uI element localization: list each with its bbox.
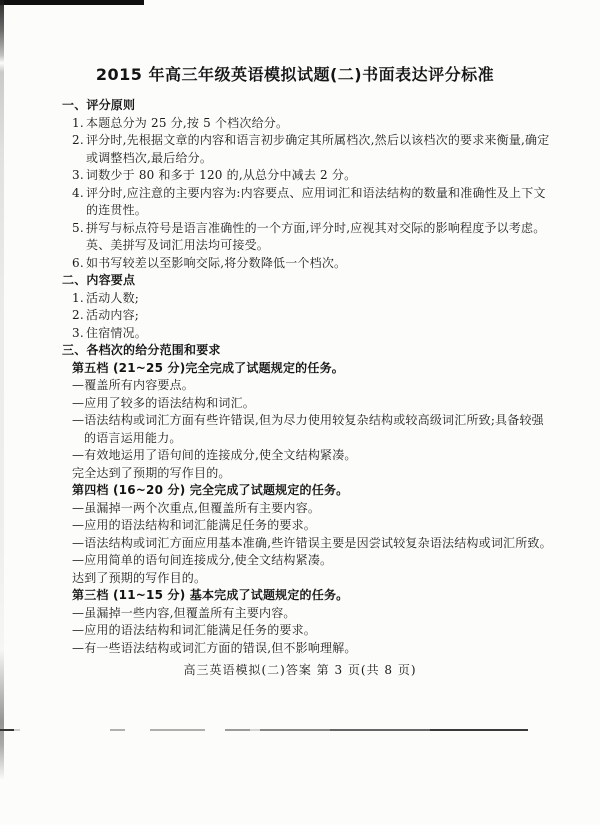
scan-artifact-top-bar [0, 0, 144, 5]
item-text: 如书写较差以至影响交际,将分数降低一个档次。 [86, 255, 347, 270]
numbered-item [72, 255, 552, 273]
numbered-item [72, 132, 552, 167]
item-text: 评分时,先根据文章的内容和语言初步确定其所属档次,然后以该档次的要求来衡量,确定或调整档次,最后给分。 [86, 133, 550, 165]
section-heading-bands: 三、各档次的给分范围和要求 [62, 343, 221, 357]
document-body [62, 97, 552, 657]
band-point: —语法结构或词汇方面应用基本准确,些许错误主要是因尝试较复杂语法结构或词汇所致。 [72, 535, 552, 550]
item-text: 本题总分为 25 分,按 5 个档次给分。 [86, 115, 289, 130]
item-number: 6. [72, 255, 84, 270]
item-number: 1. [72, 115, 84, 130]
numbered-item [72, 167, 552, 185]
numbered-item [72, 115, 552, 133]
band-title-level3: 第三档 (11~15 分) 基本完成了试题规定的任务。 [72, 588, 349, 602]
band-point: —应用简单的语句间连接成分,使全文结构紧凑。 [72, 553, 333, 567]
section-heading-content-points: 二、内容要点 [62, 273, 136, 287]
item-number: 3. [72, 325, 84, 340]
item-text: 住宿情况。 [86, 325, 148, 340]
numbered-item [72, 325, 552, 343]
band-title-level5: 第五档 (21~25 分)完全完成了试题规定的任务。 [72, 360, 344, 375]
numbered-item [72, 220, 552, 255]
band-point: —虽漏掉一些内容,但覆盖所有主要内容。 [72, 605, 296, 620]
band-closing: 完全达到了预期的写作目的。 [72, 465, 231, 480]
item-text: 拼写与标点符号是语言准确性的一个方面,评分时,应视其对交际的影响程度予以考虑。英、美拼写及词汇用法均可接受。 [86, 220, 546, 252]
band-closing: 达到了预期的写作目的。 [72, 570, 207, 585]
item-text: 活动内容; [86, 308, 140, 322]
section-heading-principles: 一、评分原则 [62, 98, 136, 112]
numbered-item [72, 185, 552, 220]
numbered-item [72, 307, 552, 325]
band-point: —有效地运用了语句间的连接成分,使全文结构紧凑。 [72, 448, 357, 462]
band-title-level4: 第四档 (16~20 分) 完全完成了试题规定的任务。 [72, 483, 349, 497]
band-point: —语法结构或词汇方面有些许错误,但为尽力使用较复杂结构或较高级词汇所致;具备较强的语言运用能力。 [72, 413, 544, 445]
band-point: —虽漏掉一两个次重点,但覆盖所有主要内容。 [72, 500, 321, 515]
item-number: 3. [72, 168, 84, 182]
item-number: 4. [72, 185, 84, 200]
numbered-item [72, 290, 552, 308]
item-number: 2. [72, 133, 84, 147]
document-title: 2015 年高三年级英语模拟试题(二)书面表达评分标准 [95, 65, 495, 84]
item-number: 1. [72, 290, 84, 305]
item-text: 词数少于 80 和多于 120 的,从总分中减去 2 分。 [86, 168, 357, 182]
page-footer: 高三英语模拟(二)答案 第 3 页(共 8 页) [183, 663, 417, 677]
band-point: —有一些语法结构或词汇方面的错误,但不影响理解。 [72, 640, 357, 655]
band-point: —应用的语法结构和词汇能满足任务的要求。 [72, 623, 317, 637]
band-point: —覆盖所有内容要点。 [72, 378, 195, 392]
item-number: 2. [72, 308, 84, 322]
item-text: 评分时,应注意的主要内容为:内容要点、应用词汇和语法结构的数量和准确性及上下文的连贯性。 [86, 185, 546, 217]
item-text: 活动人数; [86, 290, 140, 305]
item-number: 5. [72, 220, 84, 235]
band-point: —应用了较多的语法结构和词汇。 [72, 395, 256, 410]
crease-line [0, 729, 528, 731]
band-point: —应用的语法结构和词汇能满足任务的要求。 [72, 518, 317, 532]
